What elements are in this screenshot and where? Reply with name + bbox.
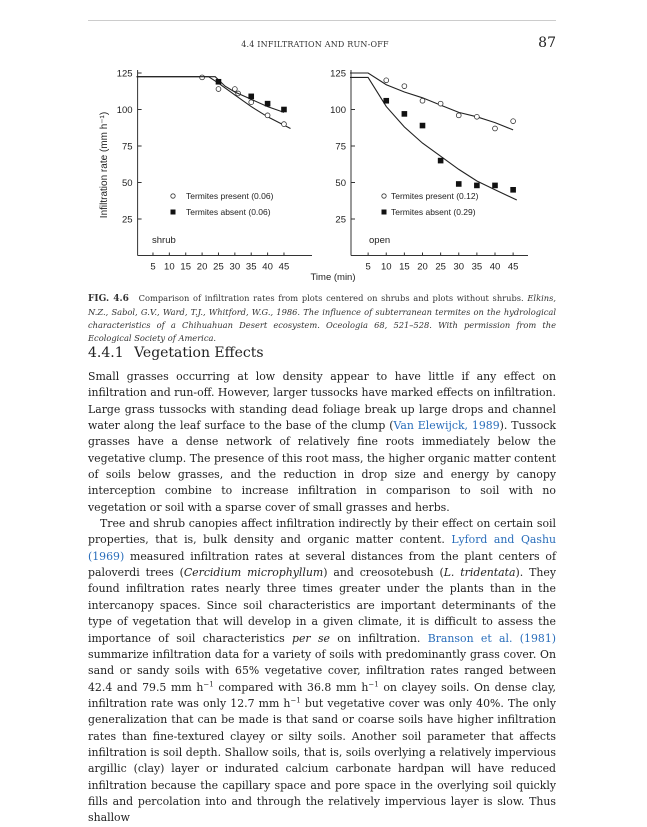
fit-line-termites-absent (350, 77, 517, 200)
figure-caption (88, 292, 556, 345)
y-tick-label: 75 (335, 141, 346, 153)
y-tick-label: 125 (116, 68, 133, 80)
x-axis-label: Time (min) (310, 272, 356, 283)
italic-term: Cercidium microphyllum (183, 566, 324, 580)
legend-label: Termites present (0.06) (186, 191, 274, 201)
legend-marker-square (171, 210, 176, 215)
data-point-termites-absent (474, 183, 480, 189)
legend-marker-circle (171, 194, 175, 198)
legend-label: Termites absent (0.29) (391, 207, 476, 217)
data-point-termites-present (265, 113, 270, 118)
data-point-termites-present (456, 113, 461, 118)
data-point-termites-present (438, 101, 443, 106)
y-tick-label: 25 (335, 214, 346, 226)
figure-4-6-chart (0, 0, 647, 290)
x-tick-label: 20 (417, 261, 428, 273)
caption-citation: Elkins, N.Z., Sabol, G.V., Ward, T.J., Whitford, W.G., 1986. The influence of subterranean termites on the hydrological characteristics of a Chihuahuan Desert ecosystem. Oceologia 68, 521–528. With permission from the Ecological Society of America. (88, 293, 557, 343)
data-point-termites-present (420, 98, 425, 103)
legend-marker-square (382, 210, 387, 215)
text-run: ). Tussock grasses have a dense network of relatively fine roots immediately below the vegetative clump. The presence of this root mass, the higher organic matter content of soils below grasses, and the reduction in drop size and energy by canopy interception combine to increase infiltration in comparison to soil with no vegetation or soil with a sparse cover of small grasses and herbs. (88, 419, 556, 514)
x-tick-label: 40 (262, 261, 273, 273)
body-text (88, 369, 556, 827)
text-run: Tree and shrub canopies affect infiltration indirectly by their effect on certain soil properties, that is, bulk density and organic matter content. (88, 517, 556, 547)
y-tick-label: 75 (122, 141, 133, 153)
superscript: −1 (203, 679, 214, 688)
x-tick-label: 30 (229, 261, 241, 273)
section-title: Vegetation Effects (134, 345, 264, 361)
citation-link[interactable]: Van Elewijck, 1989 (393, 419, 500, 433)
fit-line-termites-present (350, 73, 513, 130)
italic-term: per se (292, 631, 330, 645)
data-point-termites-absent (492, 183, 498, 189)
y-tick-label: 25 (122, 214, 133, 226)
section-number: 4.4.1 (88, 345, 124, 361)
superscript: −1 (368, 679, 379, 688)
x-tick-label: 45 (507, 261, 519, 273)
data-point-termites-absent (383, 98, 389, 104)
figure-label: FIG. 4.6 (88, 294, 129, 304)
text-run: summarize infiltration data for a variety of soils with predominantly grass cover. On sand or sandy soils with 65% vegetative cover, infiltration rates ranged between 42.4 and 79.5 mm h (88, 647, 556, 694)
legend-label: Termites present (0.12) (391, 191, 479, 201)
x-tick-label: 20 (196, 261, 208, 273)
superscript: −1 (290, 696, 301, 705)
x-tick-label: 10 (380, 261, 392, 273)
x-tick-label: 15 (180, 261, 192, 273)
section-heading (88, 345, 264, 361)
data-point-termites-absent (265, 101, 271, 107)
fit-line-termites-absent (137, 77, 284, 113)
text-run: measured infiltration rates at several distances from the plant centers of paloverdi trees ( (88, 549, 556, 580)
caption-text: Comparison of infiltration rates from plots centered on shrubs and plots without shrubs. (138, 293, 524, 303)
data-point-termites-absent (438, 158, 444, 164)
text-run: ). They found infiltration rates nearly three times greater under the plants than in the intercanopy spaces. Since soil characteristics are important determinants of the type of vegetation that will develop in a given climate, it is difficult to assess the importance of soil characteristics (88, 566, 556, 645)
x-tick-label: 5 (365, 261, 371, 273)
data-point-termites-present (200, 75, 205, 80)
x-tick-label: 15 (399, 261, 410, 273)
x-tick-label: 40 (489, 261, 501, 273)
x-tick-label: 30 (453, 261, 465, 273)
citation-link[interactable]: Lyford and Qashu (1969) (88, 533, 556, 563)
x-tick-label: 35 (471, 261, 483, 273)
text-run: Small grasses occurring at low density appear to have little if any effect on infiltration and run-off. However, larger tussocks have marked effects on infiltration. Large grass tussocks with standing dead foliage break up large drops and channel water along the leaf surface to the base of the clump ( (88, 370, 556, 433)
data-point-termites-present (493, 126, 498, 131)
data-point-termites-present (384, 78, 389, 83)
panel-label: shrub (152, 235, 176, 246)
page-number: 87 (538, 35, 556, 51)
running-head: 4.4 INFILTRATION AND RUN-OFF (241, 40, 389, 49)
paragraph (88, 369, 556, 516)
data-point-termites-absent (248, 94, 254, 100)
data-point-termites-absent (510, 187, 516, 193)
data-point-termites-present (282, 122, 287, 127)
text-run: on clayey soils. On dense clay, infiltration rate was only 12.7 mm h (88, 680, 556, 710)
panel-label: open (369, 235, 391, 246)
x-tick-label: 35 (245, 261, 257, 273)
y-axis-label: Infiltration rate (mm h⁻¹) (99, 111, 110, 219)
x-tick-label: 45 (278, 261, 290, 273)
x-tick-label: 25 (435, 261, 446, 273)
legend-label: Termites absent (0.06) (186, 207, 271, 217)
legend-marker-circle (382, 194, 386, 198)
citation-link[interactable]: Branson et al. (1981) (427, 631, 557, 645)
data-point-termites-absent (216, 79, 222, 85)
y-tick-label: 125 (330, 68, 346, 80)
text-run: ) and creosotebush ( (323, 566, 444, 580)
data-point-termites-absent (420, 123, 426, 129)
data-point-termites-present (216, 87, 221, 92)
x-tick-label: 10 (164, 261, 175, 273)
y-tick-label: 100 (116, 105, 133, 116)
data-point-termites-present (402, 84, 407, 89)
data-point-termites-absent (456, 181, 462, 187)
x-tick-label: 5 (150, 261, 156, 273)
y-tick-label: 100 (330, 105, 346, 116)
y-tick-label: 50 (122, 178, 133, 189)
data-point-termites-absent (402, 111, 408, 117)
text-run: but vegetative cover was only 40%. The only generalization that can be made is that sand or coarse soils have higher infiltration rates than fine-textured clayey or silty soils. Another soil parameter that affects infiltration is soil depth. Shallow soils, that is, soils overlying a relatively impervious argillic (clay) layer or indurated calcium carbonate hardpan will have reduced infiltration because the capillary space and pore space in the overlying soil quickly fills and percolation into and through the relatively impervious layer is slow. Thus shallow (88, 696, 556, 825)
text-run: on infiltration. (329, 631, 428, 645)
x-tick-label: 25 (213, 261, 224, 273)
y-tick-label: 50 (335, 178, 346, 189)
data-point-termites-absent (281, 107, 287, 113)
text-run: compared with 36.8 mm h (213, 680, 369, 694)
data-point-termites-present (474, 114, 479, 119)
data-point-termites-present (511, 119, 516, 124)
paragraph (88, 516, 556, 827)
italic-term: L. tridentata (443, 566, 516, 580)
